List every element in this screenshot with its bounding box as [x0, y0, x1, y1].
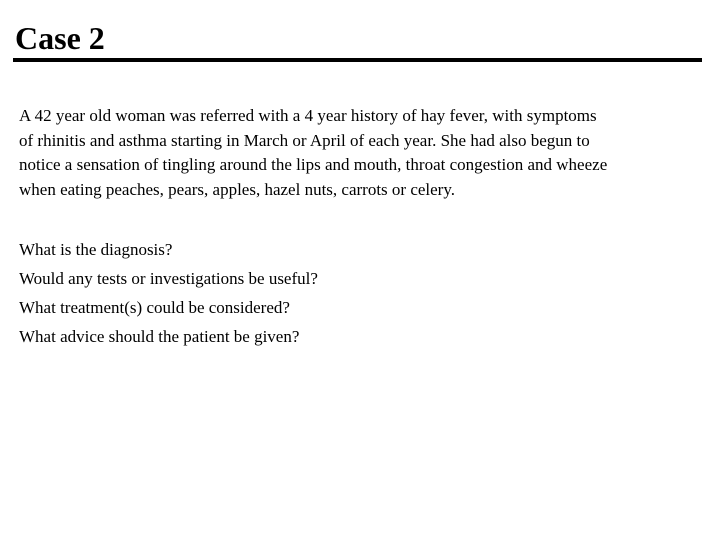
question-tests: Would any tests or investigations be useful?: [19, 269, 318, 288]
question-diagnosis: What is the diagnosis?: [19, 240, 173, 259]
slide-body: [19, 104, 713, 351]
slide-title: Case 2: [15, 20, 105, 56]
question-list: [19, 235, 713, 351]
question-advice: What advice should the patient be given?: [19, 327, 300, 346]
question-treatment: What treatment(s) could be considered?: [19, 298, 290, 317]
case-description: [19, 104, 713, 202]
case-line: notice a sensation of tingling around the lips and mouth, throat congestion and wheeze: [19, 155, 608, 174]
case-line: A 42 year old woman was referred with a 4 year history of hay fever, with symptoms: [19, 106, 597, 125]
case-line: of rhinitis and asthma starting in March or April of each year. She had also begun to: [19, 130, 590, 150]
title-divider: [13, 58, 702, 62]
case-line: when eating peaches, pears, apples, hazel nuts, carrots or celery.: [19, 179, 455, 199]
